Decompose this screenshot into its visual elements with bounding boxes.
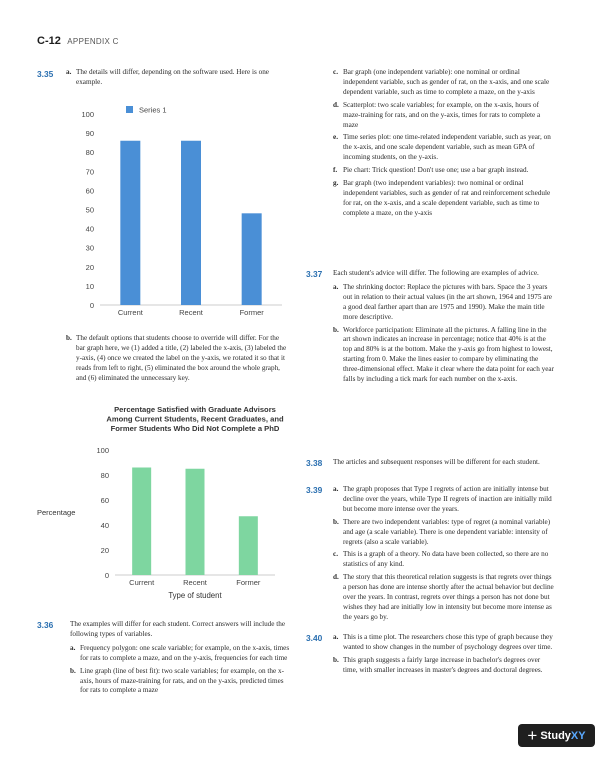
plus-icon: + [527,726,538,745]
x-tick-label: Former [236,578,261,587]
studyxy-logo [518,724,595,747]
question-number-3-39: 3.39 [306,485,323,495]
list-item [333,101,555,131]
bar-chart-revised [35,402,295,612]
y-tick-label: 10 [85,281,94,291]
question-number-3-38: 3.38 [306,458,323,468]
y-tick-label: 0 [89,301,94,310]
x-tick-label: Recent [179,308,203,317]
y-tick-label: 80 [100,471,109,480]
y-tick-label: 60 [85,186,94,196]
list-item [70,667,292,697]
item-text: Time series plot: one time-related independent variable, such as year, on the x-axis, and one scale dependent variable, such as mean GPA of incoming students, on the y-axis. [343,133,551,162]
y-tick-label: 90 [85,129,94,139]
item-letter: e. [333,133,338,142]
y-tick-label: 30 [85,243,94,253]
item-letter: a. [66,68,72,76]
question-number-3-40: 3.40 [306,633,323,643]
x-tick-label: Recent [183,578,207,587]
item-list [333,68,555,219]
list-item [333,656,555,676]
answer-3-39 [333,485,555,626]
item-letter: c. [333,68,338,76]
list-item [333,166,555,176]
item-list [333,633,555,676]
item-letter: b. [333,517,339,526]
list-item [333,179,555,219]
answer-3-35-continued [333,68,555,222]
chart-title: Among Current Students, Recent Graduates, and [106,414,284,424]
y-axis-label: Percentage [37,508,76,517]
item-text: Bar graph (one independent variable): one nominal or ordinal independent variable, such as gender of rat, on the x-axis, and one scale dependent variable, such as time to complete a maze, on the y-axis [343,68,550,96]
legend-swatch [126,106,133,113]
item-list [333,283,555,385]
y-tick-label: 60 [100,496,109,505]
intro-text: Each student's advice will differ. The following are examples of advice. [333,269,539,277]
item-letter: a. [333,282,339,291]
bar [242,213,262,305]
item-text: Frequency polygon: one scale variable; for example, on the x-axis, times for rats to complete a maze, and on the y-axis, frequencies for each time [80,643,290,662]
y-tick-label: 100 [81,110,94,119]
item-text: This is a graph of a theory. No data have been collected, so there are no statistics of any kind. [343,550,549,569]
answer-3-40 [333,633,555,679]
logo-text-study: Study [540,729,571,742]
item-list [333,485,555,623]
answer-3-35b [66,334,288,387]
y-tick-label: 50 [85,205,94,215]
list-item [333,326,555,385]
item-text: The default options that students choose to override will differ. For the bar graph here, we (1) added a title, (2) labeled the x-axis, (3) labeled the y-axis, (4) once we created the label on the y-axis, we rotated it so that it reads from left to right, (5) eliminated the box around the whole graph, and (6) eliminated the unnecessary key. [76,334,287,382]
y-tick-label: 40 [85,224,94,234]
question-number-3-35: 3.35 [37,69,54,79]
item-letter: g. [333,179,339,188]
y-tick-label: 80 [85,148,94,158]
item-text: The shrinking doctor: Replace the pictures with bars. Space the 3 years out in relation to their actual values (in the art shown, 1964 and 1975 are a good deal farther apart than are 1975 and 1990). Make the main title more descriptive. [343,282,552,321]
bar [186,469,205,575]
item-text: Workforce participation: Eliminate all the pictures. A falling line in the art shown indicates an increase in percentage; notice that 40% is at the top and 80% is at the bottom. Make the y-axis go from highest to lowest, starting from 0. Make the lines easier to compare by eliminating the three-dimensional effect. Make it clear where the data point for each year falls by including a tick mark for each number on the x-axis. [343,325,554,384]
y-tick-label: 70 [85,167,94,177]
x-axis-label: Type of student [168,591,222,600]
y-tick-label: 40 [100,521,109,530]
list-item [333,573,555,623]
x-tick-label: Current [117,308,143,317]
list-item [333,133,555,163]
item-text: Bar graph (two independent variables): two nominal or ordinal independent variables, such as gender of rat and reinforcement schedule for rat, on the x-axis, and a scale dependent variable, such as time to complete a maze, on the y-axis [343,179,551,217]
x-tick-label: Former [239,308,264,317]
item-text: The details will differ, depending on the software used. Here is one example. [76,68,269,86]
bar [181,141,201,305]
item-letter: c. [333,550,338,559]
intro-text: The examples will differ for each student. Correct answers will include the following types of variables. [70,620,286,638]
item-letter: d. [333,573,339,582]
item-letter: a. [333,633,339,641]
item-text: There are two independent variables: type of regret (a nominal variable) and age (a scale variable). There is one dependent variable: intensity of regrets (also a scale variable). [343,517,551,546]
page-header [37,31,119,49]
bar [120,141,140,305]
item-letter: b. [70,666,76,675]
answer-3-37 [333,269,555,388]
item-text: Scatterplot: two scale variables; for example, on the x-axis, hours of maze-training for rats, and on the y-axis, times for rats to complete a maze [343,100,541,129]
bar-chart-default [60,100,290,325]
x-tick-label: Current [129,578,155,587]
y-tick-label: 20 [85,262,94,272]
bar [239,516,258,575]
answer-text: The articles and subsequent responses will be different for each student. [333,458,540,466]
answer-3-38 [333,458,555,472]
logo-text-xy: XY [570,729,586,742]
chart-title: Former Students Who Did Not Complete a PhD [110,424,280,433]
y-tick-label: 0 [104,571,109,580]
y-tick-label: 20 [100,546,109,555]
list-item [70,644,292,664]
list-item [333,68,555,98]
answer-3-36 [70,620,292,699]
item-letter: b. [66,334,72,342]
item-letter: a. [70,643,76,652]
item-text: The story that this theoretical relation suggests is that regrets over things a person has done are intense shortly after the actual behavior but decline over the years. In contrast, regrets over things a person has not done but wishes they had are initially low in intensity but become more intense as the years go by. [343,573,554,621]
answer-3-35a [66,68,288,91]
legend-label: Series 1 [139,105,167,115]
item-letter: b. [333,655,339,664]
item-text: Pie chart: Trick question! Don't use one; use a bar graph instead. [343,166,529,175]
chart-title: Percentage Satisfied with Graduate Advisors [114,405,276,414]
item-list [70,644,292,697]
list-item [333,633,555,653]
y-tick-label: 100 [96,446,109,455]
question-number-3-37: 3.37 [306,269,323,279]
bar [132,468,151,576]
item-text: This graph suggests a fairly large increase in bachelor's degrees over time, with smaller increases in master's degrees and doctoral degrees. [343,655,543,674]
list-item [333,283,555,323]
question-number-3-36: 3.36 [37,620,54,630]
item-text: This is a time plot. The researchers chose this type of graph because they wanted to show changes in the number of psychology degrees over time. [343,633,553,651]
item-text: Line graph (line of best fit): two scale variables; for example, on the x-axis, hours of maze-training for rats, and on the y-axis, predicted times for rats to complete a maze [80,666,284,695]
page-number: C-12 [37,35,61,47]
item-letter: a. [333,485,339,493]
item-letter: b. [333,325,339,334]
item-text: The graph proposes that Type I regrets of action are initially intense but decline over the years, while Type II regrets of inaction are initially mild but become more intense over the years. [343,485,552,513]
item-letter: f. [333,166,338,175]
list-item [333,485,555,515]
list-item [333,550,555,570]
section-label: APPENDIX C [67,37,119,46]
item-letter: d. [333,100,339,109]
list-item [333,518,555,548]
